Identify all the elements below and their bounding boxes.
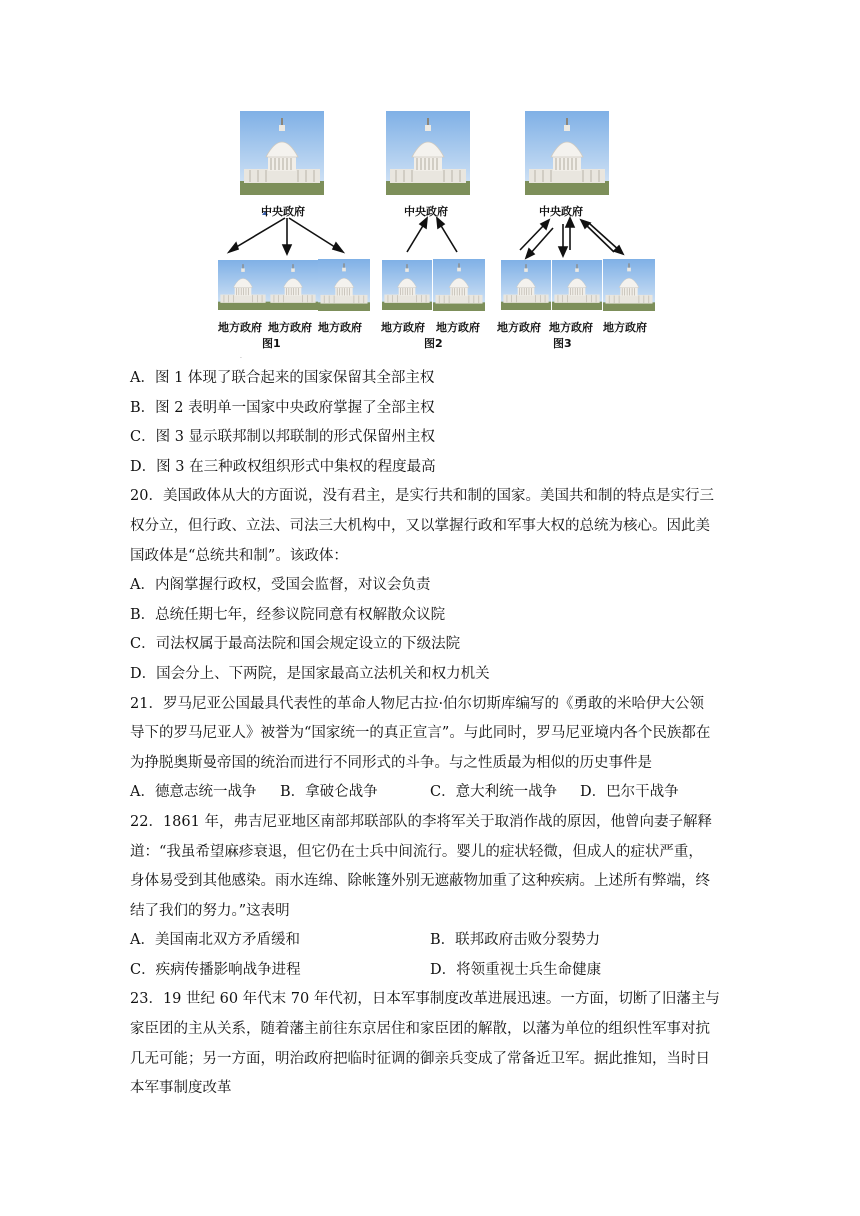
- diagram-2-central-label: 中央政府: [404, 205, 448, 218]
- diagram-1-caption: 图1: [262, 337, 281, 350]
- diagram-3-local-label: 地方政府: [549, 321, 593, 334]
- question-stem-line: 22．1861 年，弗吉尼亚地区南部邦联部队的李将军关于取消作战的原因，他曾向妻子解释: [130, 813, 712, 830]
- question-text: [130, 364, 730, 1104]
- question-stem-line: 20．美国政体从大的方面说，没有君主，是实行共和制的国家。美国共和制的特点是实行三: [130, 488, 714, 505]
- diagram-3-central-label: 中央政府: [539, 205, 583, 218]
- diagram-2-local-label: 地方政府: [381, 321, 425, 334]
- diagram-2-caption: 图2: [424, 337, 443, 350]
- local-capitol-image: [501, 260, 551, 310]
- options-row: [130, 956, 730, 986]
- question-23: [130, 985, 730, 1103]
- local-capitol-image: [433, 259, 485, 311]
- question-stem-line: 为挣脱奥斯曼帝国的统治而进行不同形式的斗争。与之性质最为相似的历史事件是: [130, 754, 652, 771]
- question-stem-line: 权分立，但行政、立法、司法三大机构中，又以掌握行政和军事大权的总统为核心。因此美: [130, 517, 710, 534]
- question-stem-line: 身体易受到其他感染。雨水连绵、除帐篷外别无遮蔽物加重了这种疾病。上述所有弊端，终: [130, 873, 710, 890]
- option-a: A．德意志统一战争: [130, 784, 257, 801]
- option-c: C．司法权属于最高法院和国会规定设立的下级法院: [130, 636, 461, 653]
- option-c: C．图 3 显示联邦制以邦联制的形式保留州主权: [130, 429, 436, 446]
- central-capitol-image: [525, 111, 609, 195]
- option-a: A．内阁掌握行政权，受国会监督，对议会负责: [130, 577, 431, 594]
- options-row: [130, 926, 730, 956]
- option-d: D．图 3 在三种政权组织形式中集权的程度最高: [130, 458, 436, 475]
- question-stem-line: 21．罗马尼亚公国最具代表性的革命人物尼古拉·伯尔切斯库编写的《勇敢的米哈伊大公领: [130, 695, 705, 712]
- option-b: B．拿破仑战争: [280, 784, 378, 801]
- option-b: B．总统任期七年，经参议院同意有权解散众议院: [130, 606, 446, 623]
- question-21: [130, 690, 730, 808]
- local-capitol-image: [218, 260, 268, 310]
- question-stem-line: 结了我们的努力。”这表明: [130, 902, 290, 919]
- local-capitol-image: [603, 259, 655, 311]
- diagram-3-local-label: 地方政府: [603, 321, 647, 334]
- option-b: B．图 2 表明单一国家中央政府掌握了全部主权: [130, 399, 435, 416]
- local-capitol-image: [382, 260, 432, 310]
- svg-text:.: .: [240, 353, 242, 360]
- question-stem-line: 导下的罗马尼亚人》被誉为“国家统一的真正宣言”。与此同时，罗马尼亚境内各个民族都在: [130, 725, 711, 742]
- option-d: D．国会分上、下两院，是国家最高立法机关和权力机关: [130, 665, 490, 682]
- local-capitol-image: [552, 260, 602, 310]
- local-capitol-image: [268, 260, 318, 310]
- question-19-options: [130, 364, 730, 482]
- question-22: [130, 808, 730, 986]
- question-stem-line: 本军事制度改革: [130, 1080, 232, 1097]
- diagram-3-local-label: 地方政府: [497, 321, 541, 334]
- option-b: B．联邦政府击败分裂势力: [430, 932, 601, 949]
- option-a: A．美国南北双方矛盾缓和: [130, 932, 300, 949]
- local-capitol-image: [318, 259, 370, 311]
- diagram-1-local-label: 地方政府: [268, 321, 312, 334]
- diagram-1-local-label: 地方政府: [318, 321, 362, 334]
- option-d: D．巴尔干战争: [580, 784, 679, 801]
- question-stem-line: 23．19 世纪 60 年代末 70 年代初，日本军事制度改革进展迅速。一方面，切断了旧藩主与: [130, 991, 720, 1008]
- figure-graphics: [0, 100, 860, 360]
- diagram-1-local-label: 地方政府: [218, 321, 262, 334]
- central-capitol-image: [386, 111, 470, 195]
- question-stem-line: 国政体是“总统共和制”。该政体：: [130, 547, 348, 564]
- option-c: C．意大利统一战争: [430, 784, 558, 801]
- question-20: [130, 482, 730, 689]
- diagram-3-caption: 图3: [553, 337, 572, 350]
- option-c: C．疾病传播影响战争进程: [130, 961, 301, 978]
- diagram-3-arrows: [520, 218, 623, 258]
- diagram-2-local-label: 地方政府: [436, 321, 480, 334]
- option-a: A．图 1 体现了联合起来的国家保留其全部主权: [130, 370, 435, 386]
- diagram-2-arrows: [407, 218, 457, 252]
- options-row: [130, 778, 730, 808]
- government-structure-figure: [0, 100, 860, 360]
- central-capitol-image: [240, 111, 324, 195]
- question-stem-line: 几无可能；另一方面，明治政府把临时征调的御亲兵变成了常备近卫军。据此推知，当时日: [130, 1050, 710, 1067]
- option-d: D．将领重视士兵生命健康: [430, 961, 602, 978]
- question-stem-line: 道：“我虽希望麻疹衰退，但它仍在士兵中间流行。婴儿的症状轻微，但成人的症状严重，: [130, 843, 703, 860]
- question-stem-line: 家臣团的主从关系，随着藩主前往东京居住和家臣团的解散，以藩为单位的组织性军事对抗: [130, 1021, 710, 1038]
- diagram-1-arrows: [229, 218, 343, 254]
- diagram-1-central-label: 中央政府: [261, 205, 305, 218]
